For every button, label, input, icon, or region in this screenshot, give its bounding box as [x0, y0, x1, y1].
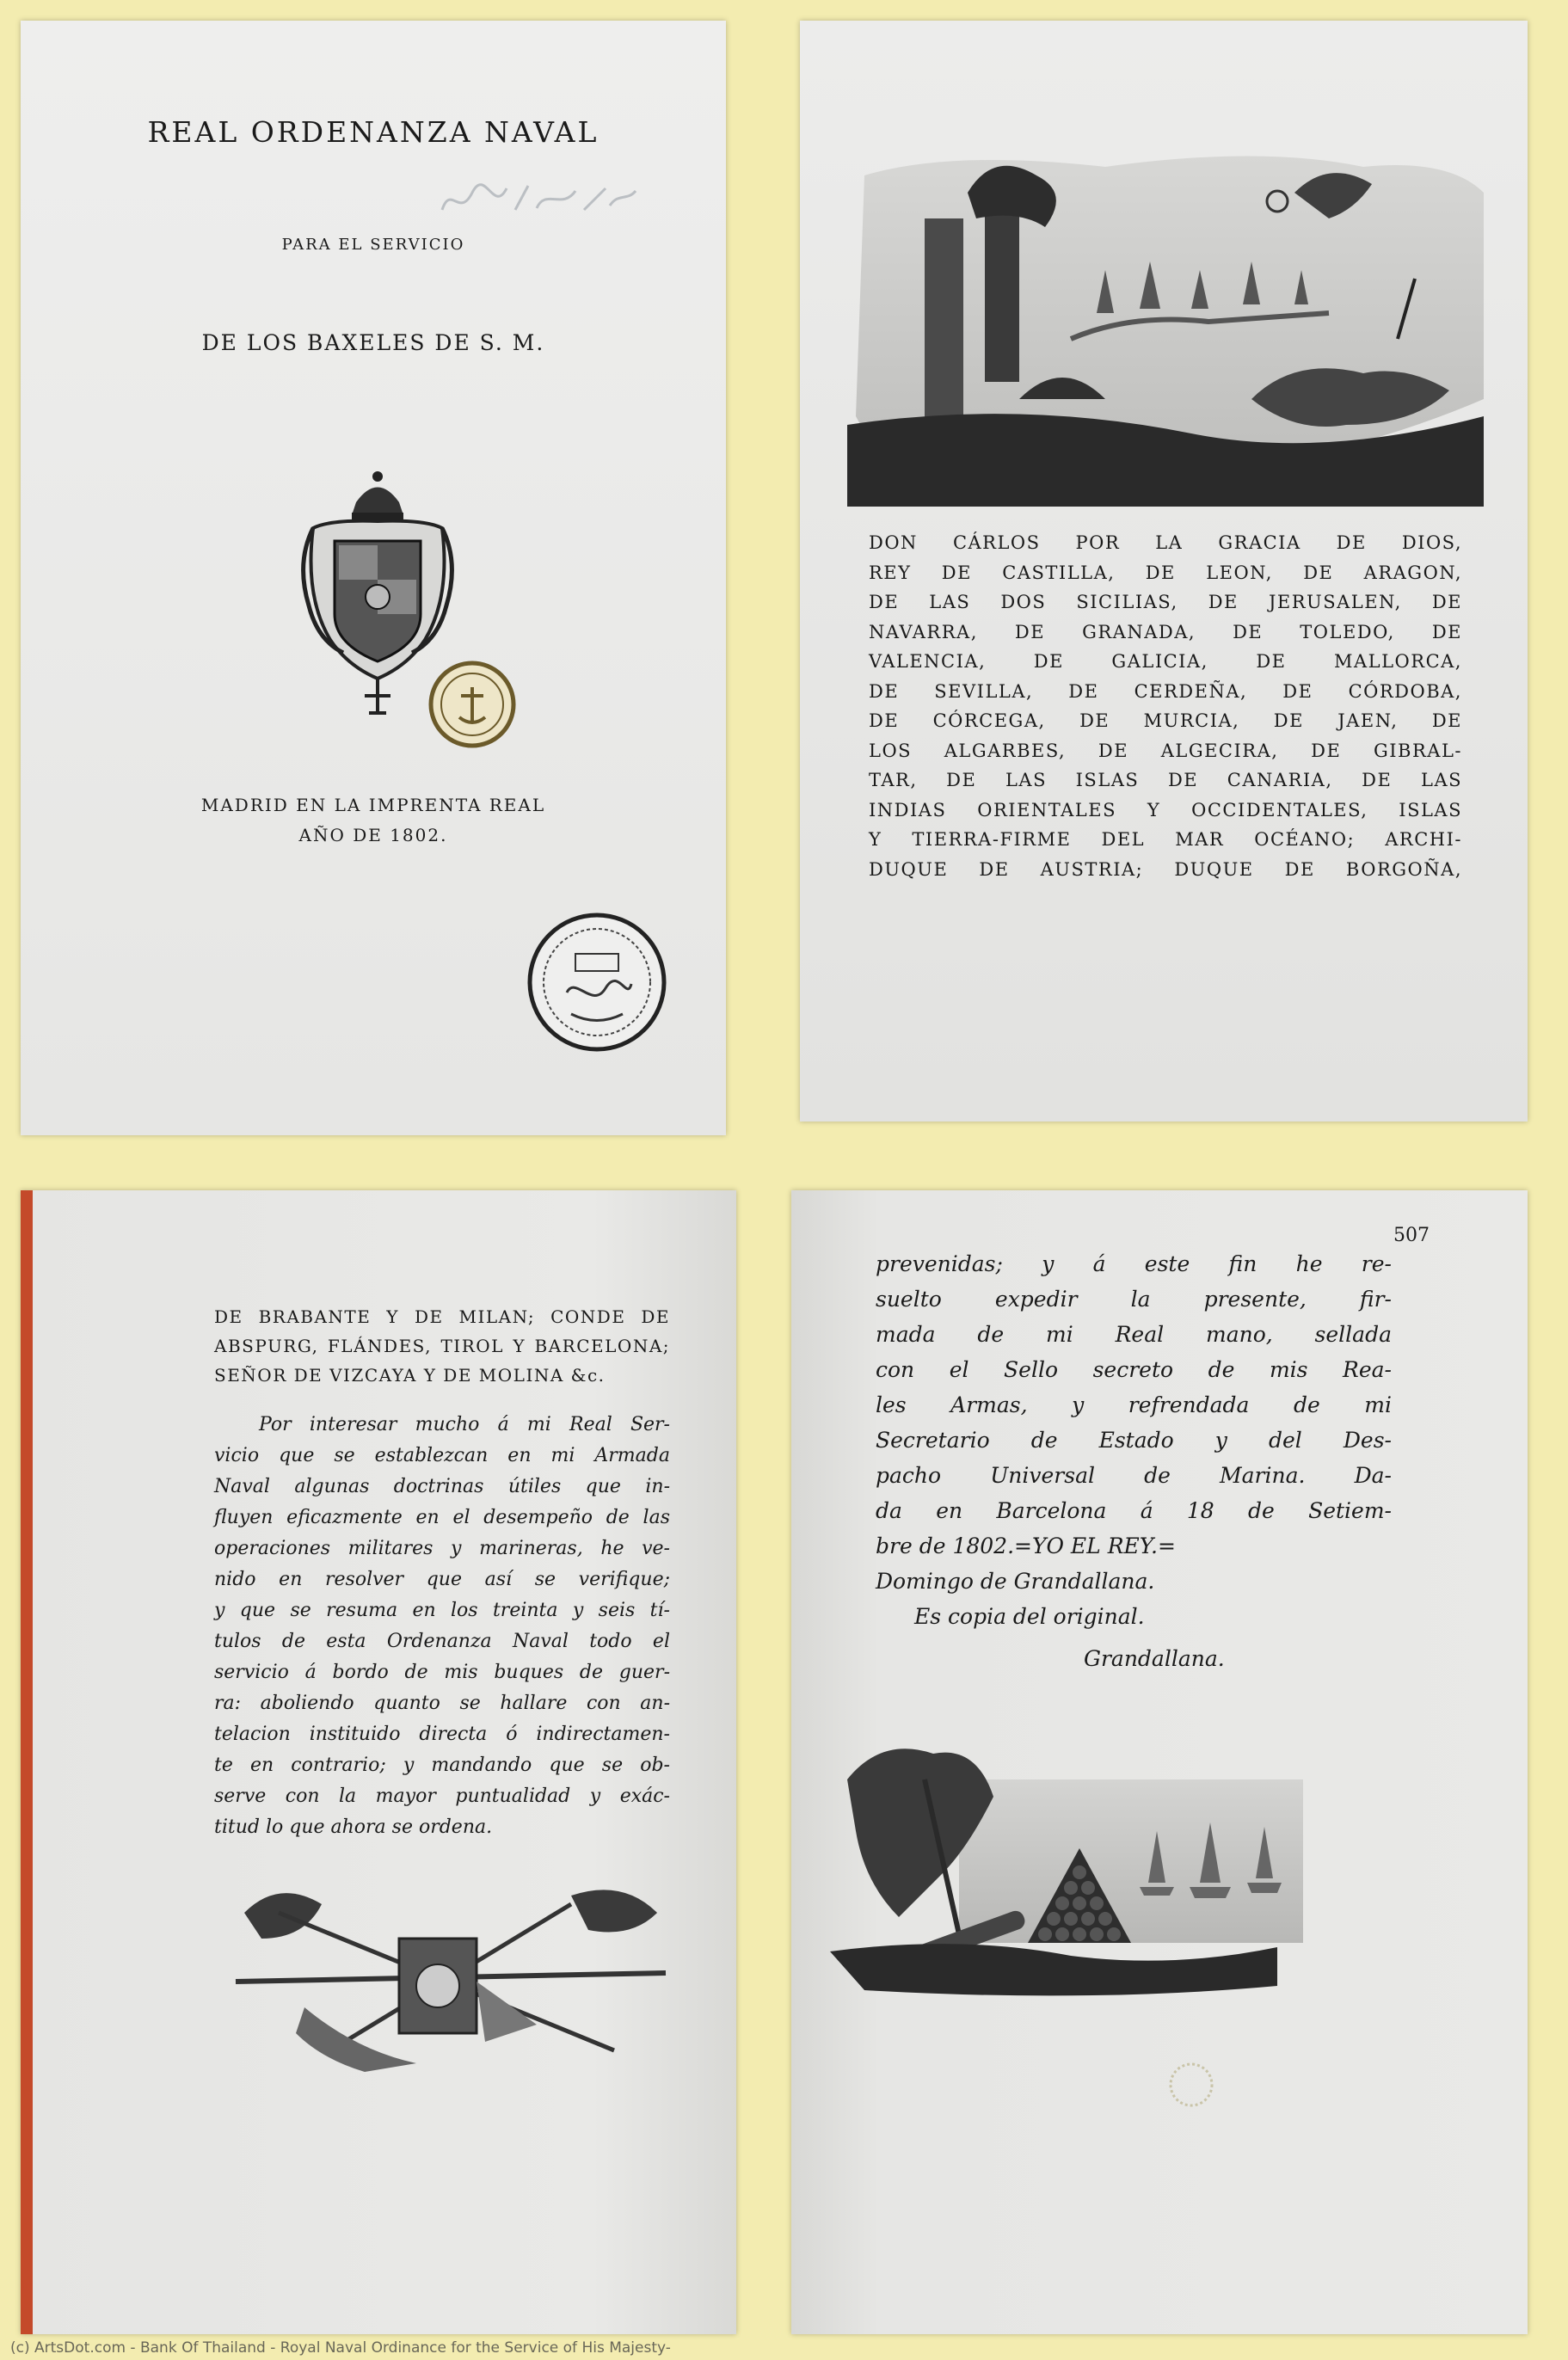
text-line: y que se resuma en los treinta y seis tí-	[214, 1600, 670, 1621]
text-line: DE SEVILLA, DE CERDEÑA, DE CÓRDOBA,	[869, 680, 1462, 702]
image-credit: (c) ArtsDot.com - Bank Of Thailand - Royal Naval Ordinance for the Service of His Majesty-	[10, 2339, 671, 2357]
faint-stamp	[1161, 2059, 1221, 2111]
text-line: con el Sello secreto de mis Rea-	[876, 1357, 1392, 1382]
text-line: VALENCIA, DE GALICIA, DE MALLORCA,	[869, 651, 1462, 672]
text-line: TAR, DE LAS ISLAS DE CANARIA, DE LAS	[869, 770, 1462, 790]
text-line: LOS ALGARBES, DE ALGECIRA, DE GIBRAL-	[869, 740, 1462, 761]
red-spine-edge	[21, 1190, 33, 2334]
text-line: suelto expedir la presente, fir-	[876, 1287, 1392, 1312]
dedication-page	[800, 21, 1528, 1122]
title-page	[21, 21, 726, 1135]
naval-trophy-vignette	[227, 1878, 674, 2076]
text-line: vicio que se establezcan en mi Armada	[214, 1445, 670, 1466]
text-line: DON CÁRLOS POR LA GRACIA DE DIOS,	[869, 532, 1462, 553]
imprint-line-2: AÑO DE 1802.	[298, 825, 448, 845]
subtitle-line-1: PARA EL SERVICIO	[281, 236, 465, 254]
decree-text	[214, 1410, 670, 1843]
text-line: INDIAS ORIENTALES Y OCCIDENTALES, ISLAS	[869, 799, 1462, 820]
decree-page	[21, 1190, 736, 2334]
royal-titles-continued	[214, 1302, 670, 1390]
text-line: Y TIERRA-FIRME DEL MAR OCÉANO; ARCHI-	[869, 829, 1462, 850]
neptune-vignette-engraving	[847, 141, 1492, 507]
text-line: da en Barcelona á 18 de Setiem-	[876, 1498, 1392, 1523]
text-line: fluyen eficazmente en el desempeño de las	[214, 1507, 670, 1528]
text-line: titud lo que ahora se ordena.	[214, 1816, 493, 1838]
text-line: Secretario de Estado y del Des-	[876, 1428, 1392, 1453]
text-line: tulos de esta Ordenanza Naval todo el	[214, 1631, 670, 1652]
text-line: DE CÓRCEGA, DE MURCIA, DE JAEN, DE	[869, 710, 1462, 731]
subtitle-line-2: DE LOS BAXELES DE S. M.	[201, 330, 545, 355]
cannons-ships-vignette	[830, 1728, 1312, 2029]
imprint-line-1: MADRID EN LA IMPRENTA REAL	[200, 795, 546, 815]
handwritten-shelfmark	[434, 175, 640, 227]
closing-text	[876, 1246, 1392, 1634]
text-line: Naval algunas doctrinas útiles que in-	[214, 1476, 670, 1497]
text-line: DUQUE DE AUSTRIA; DUQUE DE BORGOÑA,	[869, 858, 1462, 880]
library-stamp-small	[425, 657, 520, 752]
text-line: SEÑOR DE VIZCAYA Y DE MOLINA &c.	[214, 1365, 606, 1386]
page-number: 507	[1393, 1225, 1430, 1246]
text-line: DE BRABANTE Y DE MILAN; CONDE DE	[214, 1306, 670, 1327]
text-line: REY DE CASTILLA, DE LEON, DE ARAGON,	[869, 562, 1462, 583]
book-title: REAL ORDENANZA NAVAL	[147, 115, 600, 149]
text-line: Por interesar mucho á mi Real Ser-	[259, 1414, 670, 1435]
embossed-stamp	[524, 907, 670, 1057]
text-line: DE LAS DOS SICILIAS, DE JERUSALEN, DE	[869, 592, 1462, 612]
text-line: pacho Universal de Marina. Da-	[876, 1463, 1392, 1488]
text-line: prevenidas; y á este fin he re-	[876, 1251, 1392, 1276]
text-line: Domingo de Grandallana.	[876, 1569, 1155, 1594]
text-line: bre de 1802.=YO EL REY.=	[876, 1533, 1176, 1558]
text-line: ABSPURG, FLÁNDES, TIROL Y BARCELONA;	[214, 1336, 670, 1356]
signature-line: Grandallana.	[1084, 1646, 1225, 1671]
text-line: operaciones militares y marineras, he ve-	[214, 1538, 670, 1559]
royal-titles-text	[869, 528, 1462, 884]
text-line: telacion instituido directa ó indirectamen-	[214, 1724, 670, 1745]
text-line: te en contrario; y mandando que se ob-	[214, 1755, 670, 1776]
text-line: les Armas, y refrendada de mi	[876, 1392, 1392, 1417]
signature-page	[791, 1190, 1528, 2334]
text-line: Es copia del original.	[914, 1604, 1145, 1629]
text-line: NAVARRA, DE GRANADA, DE TOLEDO, DE	[869, 621, 1462, 642]
text-line: serve con la mayor puntualidad y exác-	[214, 1785, 670, 1807]
text-line: servicio á bordo de mis buques de guer-	[214, 1662, 670, 1683]
text-line: ra: aboliendo quanto se hallare con an-	[214, 1693, 670, 1714]
text-line: mada de mi Real mano, sellada	[876, 1322, 1392, 1347]
text-line: nido en resolver que así se verifique;	[214, 1569, 670, 1590]
